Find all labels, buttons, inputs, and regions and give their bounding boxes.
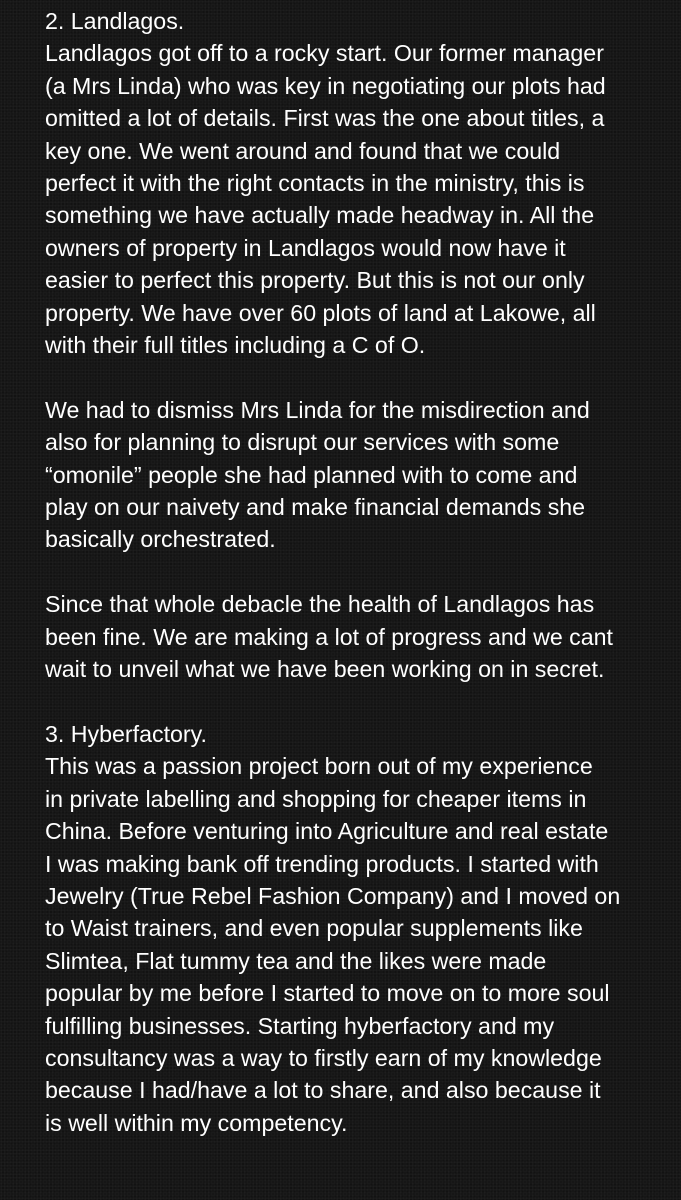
section-3-paragraph-1: This was a passion project born out of my experience in private labelling and shopping for cheaper items in China. Before venturing into Agriculture and real estate I was making bank off trending products. I started with Jewelry (True Rebel Fashion Company) and I moved on to Waist trainers, and even popular supplements like Slimtea, Flat tummy tea and the likes were made popular by me before I started to move on to more soul fulfilling businesses. Starting hyberfactory and my consultancy was a way to firstly earn of my knowledge because I had/have a lot to share, and also because it is well within my competency. <box>45 753 621 1136</box>
note-body <box>45 5 651 1139</box>
section-2-paragraph-3: Since that whole debacle the health of Landlagos has been fine. We are making a lot of progress and we cant wait to unveil what we have been working on in secret. <box>45 591 613 683</box>
section-3-heading: 3. Hyberfactory. <box>45 720 207 747</box>
section-2-paragraph-2: We had to dismiss Mrs Linda for the misdirection and also for planning to disrupt our services with some “omonile” people she had planned with to come and play on our naivety and make financial demands she basically orchestrated. <box>45 396 590 553</box>
paragraph-spacer <box>45 556 651 588</box>
section-2-heading: 2. Landlagos. <box>45 8 185 34</box>
paragraph-spacer <box>45 686 651 718</box>
paragraph-spacer <box>45 361 651 393</box>
section-2-paragraph-1: Landlagos got off to a rocky start. Our former manager (a Mrs Linda) who was key in negotiating our plots had omitted a lot of details. First was the one about titles, a key one. We went around and found that we could perfect it with the right contacts in the ministry, this is something we have actually made headway in. All the owners of property in Landlagos would now have it easier to perfect this property. But this is not our only property. We have over 60 plots of land at Lakowe, all with their full titles including a C of O. <box>45 40 606 359</box>
